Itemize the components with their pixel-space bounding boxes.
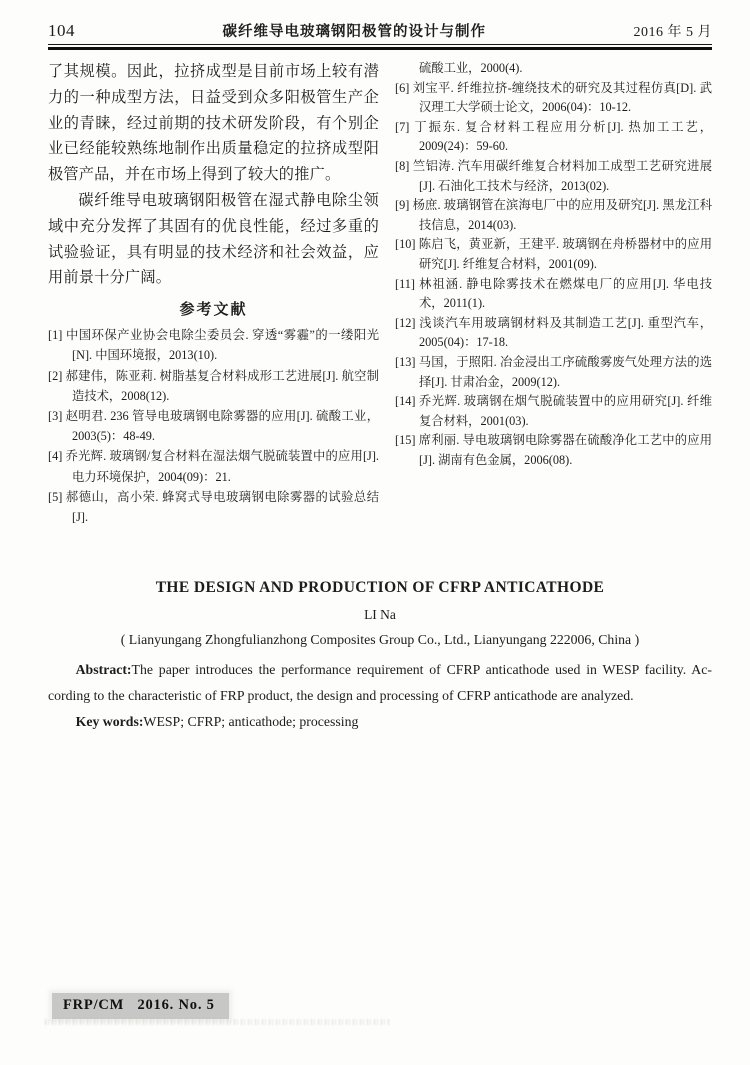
body-paragraph: 了其规模。因此，拉挤成型是目前市场上较有潜力的一种成型方法，日益受到众多阳极管生产企业的青睐，经过前期的技术研发阶段，有个别企业已经能较熟练地制作出质量稳定的拉挤成型阳极管产品，并在市场上得到了较大的推广。 xyxy=(48,63,379,184)
page-number: 104 xyxy=(48,21,75,40)
reference-item-5: [5] 郝德山，高小荣. 蜂窝式导电玻璃钢电除雾器的试验总结[J]. xyxy=(48,489,379,524)
english-abstract-section xyxy=(48,579,712,735)
english-author: LI Na xyxy=(364,607,396,623)
print-bleed-artifact xyxy=(45,1019,390,1025)
keywords-line xyxy=(48,709,712,735)
reference-item-10: [10] 陈启飞，黄亚新，王建平. 玻璃钢在舟桥器材中的应用研究[J]. 纤维复合材料，2001(09). xyxy=(395,237,712,271)
keywords-label: Key words: xyxy=(75,714,144,730)
two-column-body xyxy=(48,59,712,527)
reference-item-1: [1] 中国环保产业协会电除尘委员会. 穿透“雾霾”的一缕阳光[N]. 中国环境报，2013(10). xyxy=(48,328,379,363)
header-double-rule xyxy=(48,44,712,50)
abstract-label: Abstract: xyxy=(75,662,132,678)
reference-item-8: [8] 竺铝涛. 汽车用碳纤维复合材料加工成型工艺研究进展[J]. 石油化工技术与经济，2013(02). xyxy=(395,158,712,193)
reference-item-7: [7] 丁振东. 复合材料工程应用分析[J]. 热加工工艺，2009(24)：59-60. xyxy=(395,119,712,154)
abstract-text-1: The paper introduces the performance requirement of CFRP anticathode used in WESP facility. Ac- xyxy=(131,662,712,678)
reference-item-3: [3] 赵明君. 236 管导电玻璃钢电除雾器的应用[J]. 硫酸工业，2003(5)：48-49. xyxy=(48,408,379,444)
reference-item-4: [4] 乔光辉. 玻璃钢/复合材料在湿法烟气脱硫装置中的应用[J]. 电力环境保护，2004(09)：21. xyxy=(48,449,379,484)
left-column xyxy=(48,59,379,527)
body-paragraph: 碳纤维导电玻璃钢阳极管在湿式静电除尘领域中充分发挥了其固有的优良性能，经过多重的试验验证，具有明显的技术经济和社会效益，应用前景十分广阔。 xyxy=(48,191,379,287)
english-affiliation: ( Lianyungang Zhongfulianzhong Composites Group Co., Ltd., Lianyungang 222006, China ) xyxy=(120,632,640,648)
reference-item-5-continuation: 硫酸工业，2000(4). xyxy=(418,61,523,75)
issue-date: 2016 年 5 月 xyxy=(633,25,712,40)
reference-item-9: [9] 杨庶. 玻璃钢管在滨海电厂中的应用及研究[J]. 黑龙江科技信息，2014(03). xyxy=(395,198,712,232)
references-heading: 参考文献 xyxy=(179,302,248,319)
reference-item-11: [11] 林祖涵. 静电除雾技术在燃煤电厂的应用[J]. 华电技术，2011(1). xyxy=(395,276,712,311)
english-abstract xyxy=(48,657,712,709)
running-head-title: 碳纤维导电玻璃钢阳极管的设计与制作 xyxy=(222,24,486,40)
keywords-text: WESP; CFRP; anticathode; processing xyxy=(143,714,359,730)
abstract-line-2: cording to the characteristic of FRP product, the design and processing of CFRP anticathode are analyzed. xyxy=(48,688,634,704)
abstract-line-1 xyxy=(48,657,712,683)
right-column xyxy=(395,59,712,527)
running-head xyxy=(48,20,712,41)
journal-footer-stamp: FRP/CM 2016. No. 5 xyxy=(52,993,229,1019)
reference-item-15: [15] 席利丽. 导电玻璃钢电除雾器在硫酸净化工艺中的应用[J]. 湖南有色金属，2006(08). xyxy=(395,433,712,467)
reference-item-14: [14] 乔光辉. 玻璃钢在烟气脱硫装置中的应用研究[J]. 纤维复合材料，2001(03). xyxy=(395,394,712,428)
reference-item-12: [12] 浅谈汽车用玻璃钢材料及其制造工艺[J]. 重型汽车，2005(04)：17-18. xyxy=(395,315,712,350)
english-title: THE DESIGN AND PRODUCTION OF CFRP ANTICATHODE xyxy=(155,579,605,597)
reference-item-13: [13] 马国，于照阳. 冶金浸出工序硫酸雾废气处理方法的选择[J]. 甘肃冶金，2009(12). xyxy=(395,354,712,389)
reference-item-6: [6] 刘宝平. 纤维拉挤-缠绕技术的研究及其过程仿真[D]. 武汉理工大学硕士论文，2006(04)：10-12. xyxy=(395,80,712,115)
reference-item-2: [2] 郝建伟，陈亚莉. 树脂基复合材料成形工艺进展[J]. 航空制造技术，2008(12). xyxy=(48,368,379,403)
